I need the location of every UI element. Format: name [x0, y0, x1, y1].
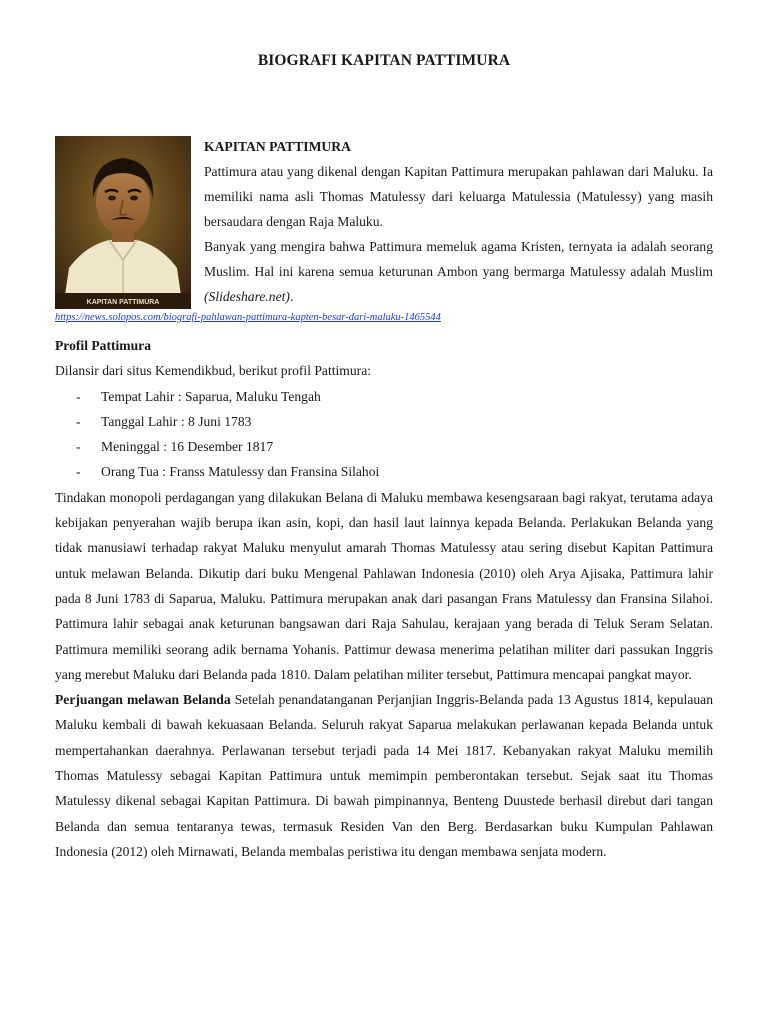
bio-section: [204, 134, 713, 309]
profile-item-birthdate: [55, 409, 713, 434]
profile-item-text: Meninggal : 16 Desember 1817: [101, 439, 274, 455]
history-paragraph: Tindakan monopoli perdagangan yang dilakukan Belana di Maluku membawa kesengsaraan bagi rakyat, terutama adaya kebijakan penyerahan wajib berupa ikan asin, kopi, dan hasil laut lainnya kepada Belanda. Perlakukan Belanda yang tidak manusiawi terhadap rakyat Maluku menyulut amarah Thomas Matulessy atau sering disebut Kapitan Pattimura untuk melawan Belanda. Dikutip dari buku Mengenal Pahlawan Indonesia (2010) oleh Arya Ajisaka, Pattimura lahir pada 8 Juni 1783 di Saparua, Maluku. Pattimura merupakan anak dari pasangan Frans Matulessy dan Fransina Silahoi. Pattimura lahir sebagai anak keturunan bangsawan dari Raja Sahulau, kerajaan yang berada di Teluk Seram Selatan. Pattimura memiliki seorang adik bernama Yohanis. Pattimur dewasa menerima pelatihan militer dari passukan Inggris yang merebut Maluku dari Belanda pada 1810. Dalam pelatihan militer tersebut, Pattimura mencapai pangkat mayor.: [55, 489, 713, 682]
portrait-caption: KAPITAN PATTIMURA: [86, 299, 160, 306]
main-content: [55, 333, 713, 864]
profile-intro: Dilansir dari situs Kemendikbud, berikut profil Pattimura:: [55, 363, 372, 379]
list-dash: -: [76, 439, 81, 455]
profile-item-death: [55, 434, 713, 459]
list-dash: -: [76, 413, 81, 429]
bio-period: .: [289, 289, 294, 304]
profile-list: [55, 384, 713, 485]
profile-item-text: Orang Tua : Franss Matulessy dan Fransina Silahoi: [101, 464, 380, 480]
bio-heading: KAPITAN PATTIMURA: [204, 139, 351, 154]
bio-source-citation: (Slideshare.net): [204, 289, 290, 304]
struggle-paragraph: [55, 687, 713, 864]
struggle-text: Setelah penandatanganan Perjanjian Inggris-Belanda pada 13 Agustus 1814, kepulauan Maluku kembali di bawah kekuasaan Belanda. Seluruh rakyat Saparua melakukan perlawanan kepada Belanda untuk mempertahankan daerahnya. Perlawanan tersebut terjadi pada 14 Mei 1817. Kebanyakan rakyat Maluku memilih Thomas Matulessy sebagai Kapitan Pattimura untuk memimpin pemberontakan tersebut. Sejak saat itu Thomas Matulessy dikenal sebagai Kapitan Pattimura. Di bawah pimpinannya, Benteng Duustede berhasil direbut dari tangan Belanda dan semua tentaranya tewas, termasuk Residen Van den Berg. Berdasarkan buku Kumpulan Pahlawan Indonesia (2012) oleh Mirnawati, Belanda membalas peristiwa itu dengan membawa senjata modern.: [55, 692, 713, 859]
list-dash: -: [76, 464, 81, 480]
profile-item-parents: [55, 459, 713, 484]
profile-heading: Profil Pattimura: [55, 338, 152, 353]
struggle-heading: Perjuangan melawan Belanda: [55, 692, 231, 708]
document-title: BIOGRAFI KAPITAN PATTIMURA: [257, 52, 511, 69]
source-link[interactable]: https://news.solopos.com/biografi-pahlawan-pattimura-kapten-besar-dari-maluku-1465544: [55, 312, 441, 323]
portrait-drawing: [55, 136, 191, 309]
bio-religion-text: Banyak yang mengira bahwa Pattimura memeluk agama Kristen, ternyata ia adalah seorang Muslim. Hal ini karena semua keturunan Ambon yang bermarga Matulessy adalah Muslim: [204, 239, 713, 279]
profile-item-text: Tempat Lahir : Saparua, Maluku Tengah: [101, 388, 321, 404]
bio-religion-paragraph: [204, 234, 713, 309]
list-dash: -: [76, 388, 81, 404]
profile-item-birthplace: [55, 384, 713, 409]
profile-item-text: Tanggal Lahir : 8 Juni 1783: [101, 413, 252, 429]
bio-paragraph: Pattimura atau yang dikenal dengan Kapitan Pattimura merupakan pahlawan dari Maluku. Ia memiliki nama asli Thomas Matulessy dari keluarga Matulessia (Matulessy) yang masih bersaudara dengan Raja Maluku.: [204, 164, 713, 229]
portrait-image: [55, 136, 191, 309]
